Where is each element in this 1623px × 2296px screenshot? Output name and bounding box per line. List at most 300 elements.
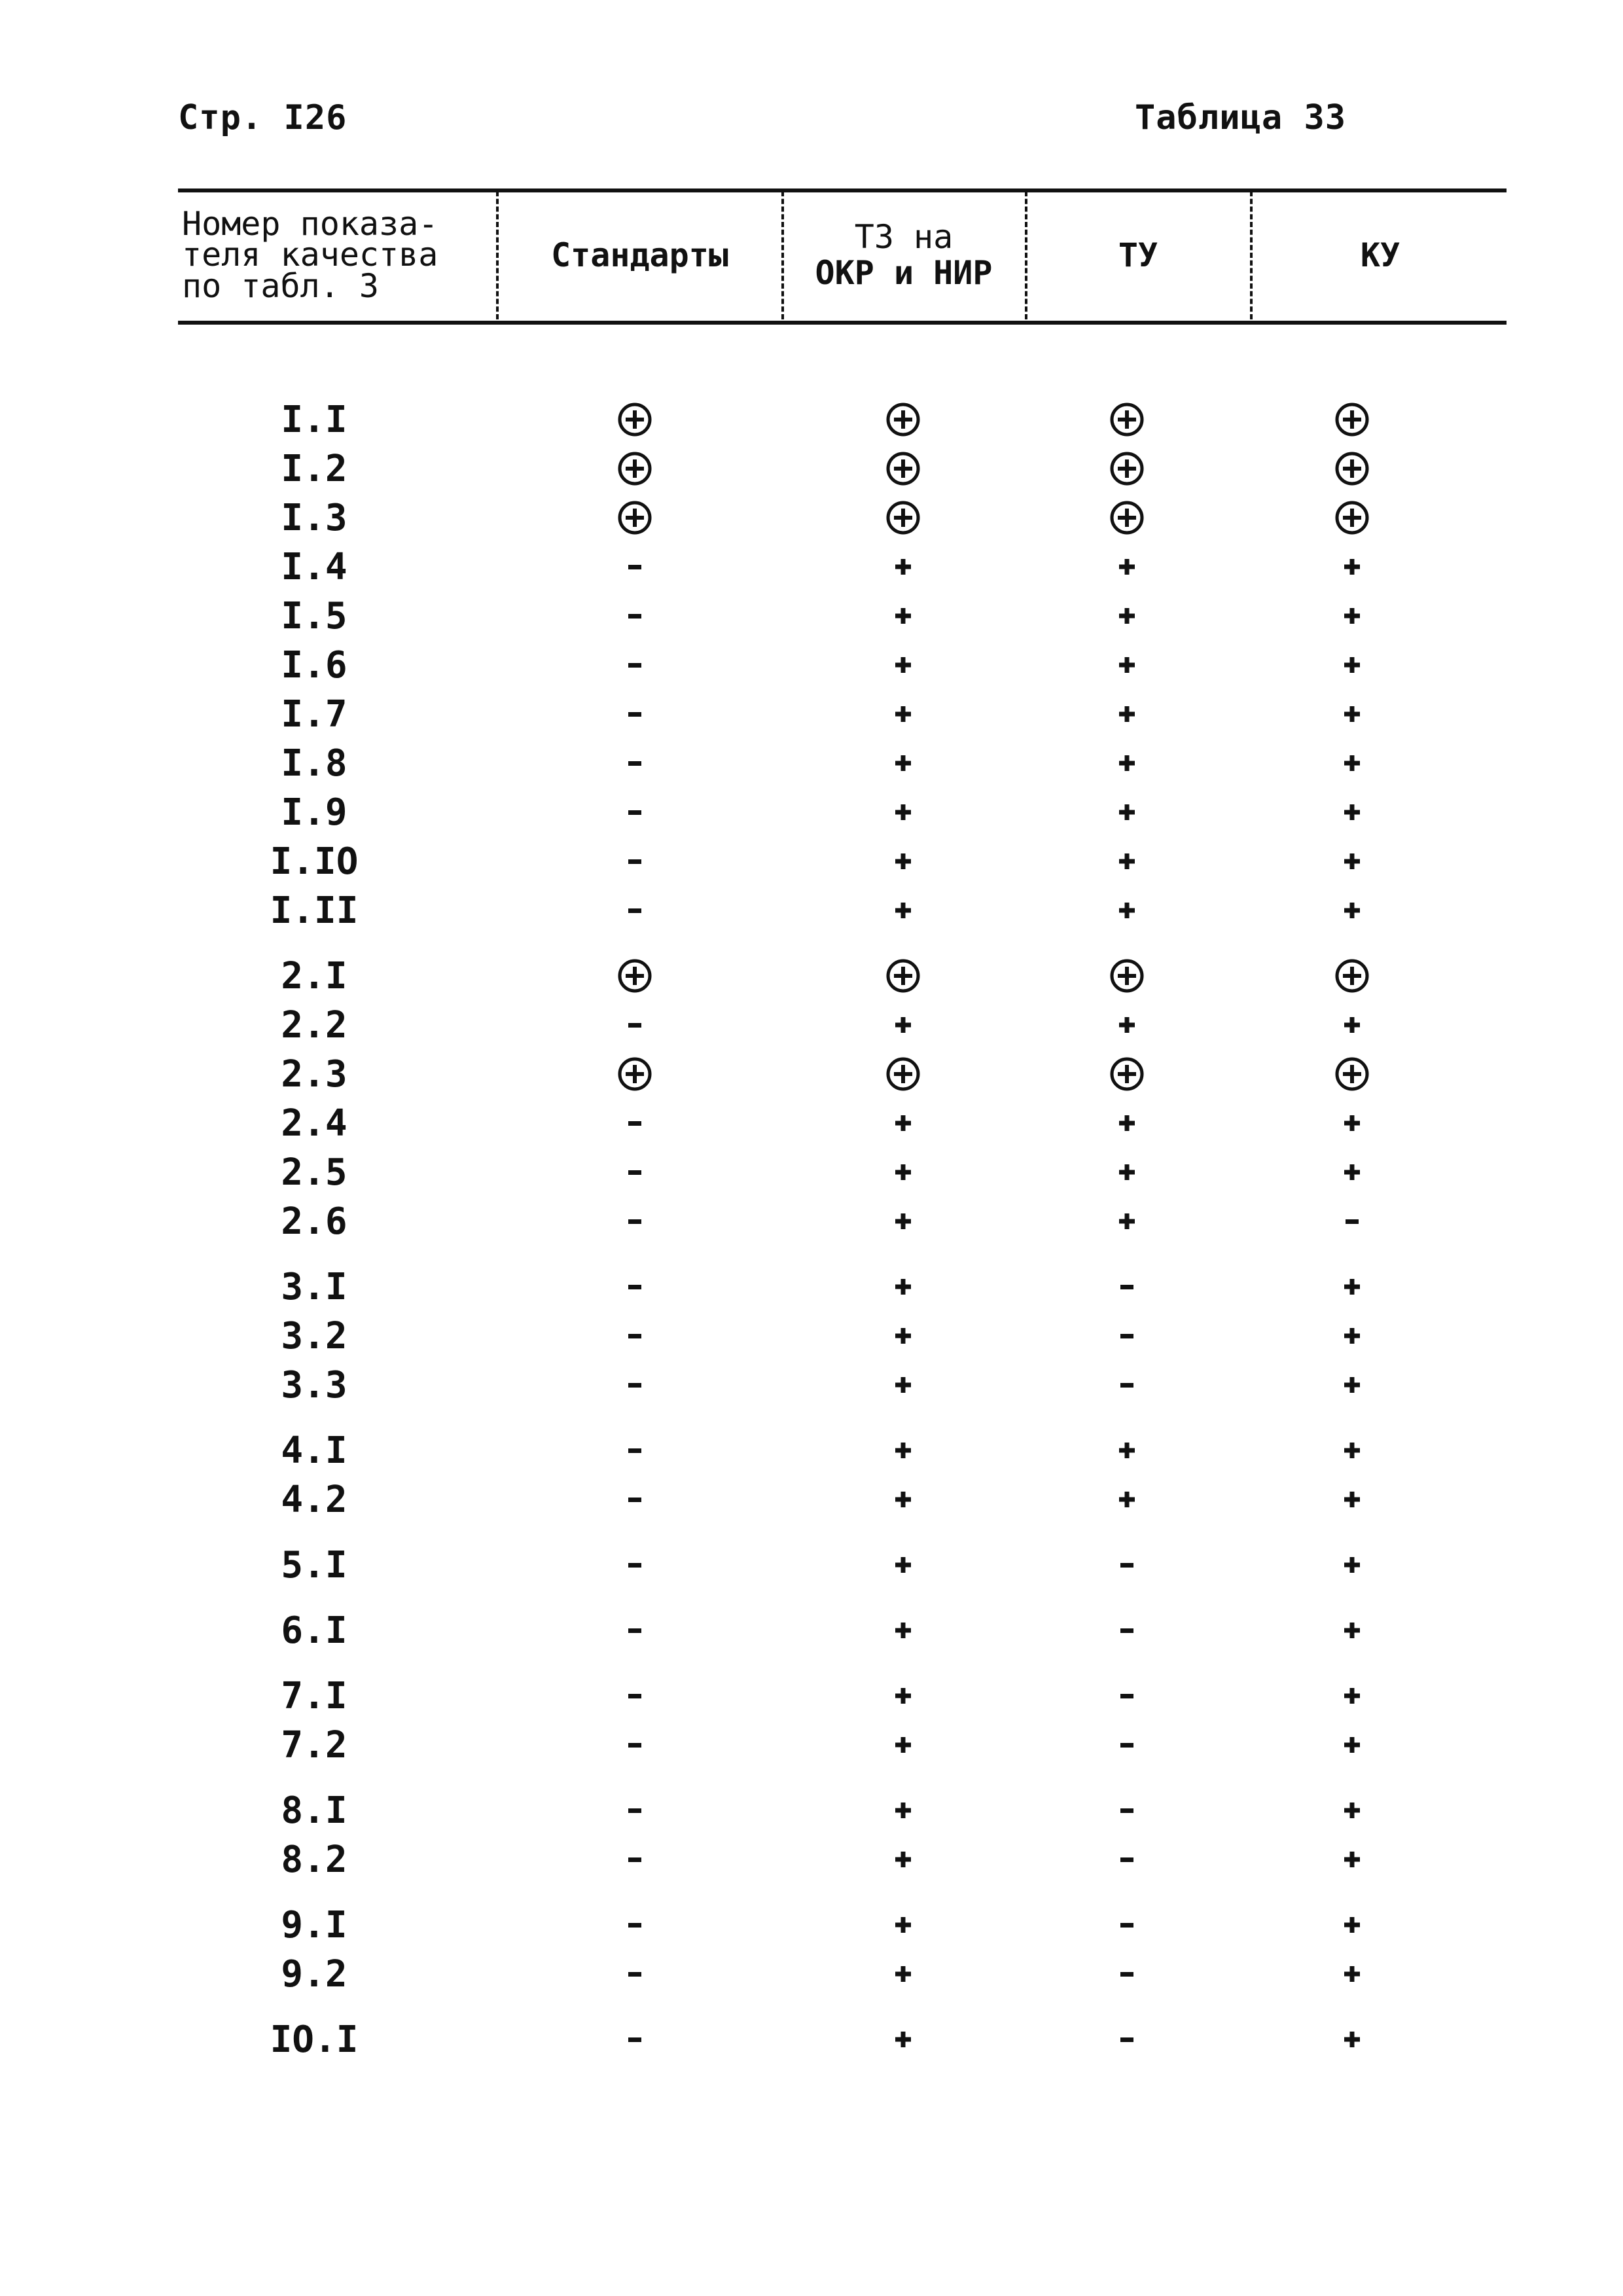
row-indicator-number: 3.I — [281, 1265, 348, 1308]
cell-tz — [857, 1263, 949, 1311]
cell-tz — [857, 1786, 949, 1835]
plus-icon — [1334, 1727, 1370, 1763]
circled-plus-icon — [1109, 1056, 1145, 1092]
plus-icon — [1109, 1105, 1145, 1141]
table-row — [0, 444, 1623, 493]
cell-tu — [1081, 1786, 1173, 1835]
circled-plus-icon — [885, 499, 921, 536]
cell-tz — [857, 2015, 949, 2064]
plus-icon — [1334, 794, 1370, 831]
cell-standards — [589, 543, 681, 591]
circled-plus-icon — [1109, 499, 1145, 536]
plus-icon — [885, 1432, 921, 1469]
cell-ku — [1306, 1148, 1398, 1196]
plus-icon — [1334, 598, 1370, 634]
minus-icon — [616, 647, 653, 683]
plus-icon — [1109, 794, 1145, 831]
plus-icon — [885, 1318, 921, 1354]
cell-tu — [1081, 592, 1173, 640]
cell-ku — [1306, 1361, 1398, 1409]
cell-ku — [1306, 1835, 1398, 1884]
cell-tu — [1081, 1361, 1173, 1409]
cell-standards — [589, 395, 681, 444]
row-indicator-number: 8.I — [281, 1789, 348, 1832]
cell-tu — [1081, 1001, 1173, 1049]
minus-icon — [616, 1677, 653, 1714]
plus-icon — [885, 1007, 921, 1043]
cell-tz — [857, 444, 949, 493]
cell-tz — [857, 739, 949, 787]
cell-tz — [857, 1361, 949, 1409]
cell-standards — [589, 1426, 681, 1475]
plus-icon — [1109, 892, 1145, 929]
cell-tz — [857, 1426, 949, 1475]
minus-icon — [616, 1841, 653, 1878]
cell-ku — [1306, 1901, 1398, 1949]
plus-icon — [1334, 2021, 1370, 2058]
cell-tz — [857, 1835, 949, 1884]
minus-icon — [616, 794, 653, 831]
minus-icon — [1109, 1612, 1145, 1649]
plus-icon — [885, 1907, 921, 1943]
cell-ku — [1306, 1050, 1398, 1098]
row-indicator-number: 9.2 — [281, 1952, 348, 1996]
cell-tu — [1081, 837, 1173, 886]
cell-tz — [857, 690, 949, 738]
plus-icon — [1109, 1432, 1145, 1469]
cell-ku — [1306, 690, 1398, 738]
cell-tu — [1081, 543, 1173, 591]
table-row — [0, 1263, 1623, 1311]
plus-icon — [885, 1154, 921, 1191]
minus-icon — [616, 2021, 653, 2058]
plus-icon — [1334, 745, 1370, 781]
minus-icon — [616, 1481, 653, 1518]
minus-icon — [1109, 1268, 1145, 1305]
column-header-indicator-number-text: Номер показа- теля качества по табл. 3 — [182, 204, 438, 305]
cell-tu — [1081, 952, 1173, 1000]
plus-icon — [1109, 1154, 1145, 1191]
cell-ku — [1306, 1475, 1398, 1524]
cell-standards — [589, 1361, 681, 1409]
plus-icon — [1334, 1007, 1370, 1043]
table-row — [0, 1721, 1623, 1769]
cell-ku — [1306, 1786, 1398, 1835]
cell-tu — [1081, 1426, 1173, 1475]
cell-ku — [1306, 886, 1398, 935]
plus-icon — [1109, 1007, 1145, 1043]
cell-standards — [589, 886, 681, 935]
table-row — [0, 1606, 1623, 1655]
table-row — [0, 788, 1623, 836]
minus-icon — [616, 548, 653, 585]
cell-ku — [1306, 2015, 1398, 2064]
row-indicator-number: 2.6 — [281, 1200, 348, 1243]
minus-icon — [616, 1907, 653, 1943]
plus-icon — [1334, 647, 1370, 683]
row-indicator-number: 5.I — [281, 1543, 348, 1587]
cell-standards — [589, 1901, 681, 1949]
row-indicator-number: I.4 — [281, 545, 348, 588]
cell-tz — [857, 1148, 949, 1196]
circled-plus-icon — [616, 401, 653, 438]
minus-icon — [616, 1956, 653, 1992]
table-row — [0, 641, 1623, 689]
plus-icon — [885, 598, 921, 634]
row-indicator-number: I.6 — [281, 643, 348, 687]
minus-icon — [616, 1154, 653, 1191]
cell-standards — [589, 952, 681, 1000]
plus-icon — [885, 1268, 921, 1305]
cell-standards — [589, 739, 681, 787]
plus-icon — [1334, 1907, 1370, 1943]
minus-icon — [616, 745, 653, 781]
plus-icon — [885, 1792, 921, 1829]
table-title: Таблица 33 — [1135, 98, 1347, 137]
plus-icon — [1109, 696, 1145, 732]
cell-tu — [1081, 690, 1173, 738]
minus-icon — [616, 1432, 653, 1469]
plus-icon — [1334, 1367, 1370, 1403]
minus-icon — [1109, 2021, 1145, 2058]
cell-tu — [1081, 1197, 1173, 1246]
cell-ku — [1306, 493, 1398, 542]
cell-tz — [857, 641, 949, 689]
cell-ku — [1306, 1426, 1398, 1475]
plus-icon — [1334, 1677, 1370, 1714]
minus-icon — [616, 1203, 653, 1240]
minus-icon — [1109, 1367, 1145, 1403]
cell-standards — [589, 1672, 681, 1720]
cell-ku — [1306, 395, 1398, 444]
row-indicator-number: 9.I — [281, 1903, 348, 1946]
table-row — [0, 1148, 1623, 1196]
cell-standards — [589, 2015, 681, 2064]
plus-icon — [885, 1677, 921, 1714]
plus-icon — [1334, 1481, 1370, 1518]
cell-tz — [857, 1950, 949, 1998]
cell-tu — [1081, 1050, 1173, 1098]
minus-icon — [1109, 1907, 1145, 1943]
row-indicator-number: 2.4 — [281, 1102, 348, 1145]
minus-icon — [616, 1268, 653, 1305]
cell-standards — [589, 641, 681, 689]
minus-icon — [616, 1792, 653, 1829]
minus-icon — [616, 1612, 653, 1649]
cell-tz — [857, 1001, 949, 1049]
circled-plus-icon — [885, 958, 921, 994]
cell-tu — [1081, 2015, 1173, 2064]
plus-icon — [885, 548, 921, 585]
cell-tz — [857, 1901, 949, 1949]
circled-plus-icon — [1109, 401, 1145, 438]
plus-icon — [1334, 1547, 1370, 1583]
cell-ku — [1306, 837, 1398, 886]
row-indicator-number: 3.2 — [281, 1314, 348, 1357]
cell-ku — [1306, 1541, 1398, 1589]
cell-ku — [1306, 641, 1398, 689]
plus-icon — [885, 1547, 921, 1583]
cell-tz — [857, 1099, 949, 1147]
plus-icon — [1334, 1268, 1370, 1305]
table-row — [0, 952, 1623, 1000]
cell-standards — [589, 1835, 681, 1884]
cell-standards — [589, 1263, 681, 1311]
circled-plus-icon — [1109, 958, 1145, 994]
table-row — [0, 1361, 1623, 1409]
cell-tu — [1081, 1606, 1173, 1655]
plus-icon — [1109, 598, 1145, 634]
column-header-standards-text: Стандарты — [551, 236, 728, 274]
table-row — [0, 395, 1623, 444]
row-indicator-number: I.I — [281, 398, 348, 441]
cell-tu — [1081, 1099, 1173, 1147]
table-row — [0, 739, 1623, 787]
cell-tz — [857, 1475, 949, 1524]
table-row — [0, 837, 1623, 886]
cell-standards — [589, 1475, 681, 1524]
cell-ku — [1306, 1606, 1398, 1655]
circled-plus-icon — [885, 1056, 921, 1092]
cell-tu — [1081, 1312, 1173, 1360]
cell-ku — [1306, 1263, 1398, 1311]
table-row — [0, 2015, 1623, 2064]
plus-icon — [1334, 1105, 1370, 1141]
circled-plus-icon — [1334, 1056, 1370, 1092]
circled-plus-icon — [616, 450, 653, 487]
plus-icon — [1334, 1792, 1370, 1829]
minus-icon — [616, 1105, 653, 1141]
cell-tu — [1081, 1541, 1173, 1589]
row-indicator-number: I.8 — [281, 742, 348, 785]
cell-tu — [1081, 739, 1173, 787]
table-row — [0, 1541, 1623, 1589]
cell-ku — [1306, 543, 1398, 591]
table-row — [0, 1950, 1623, 1998]
table-row — [0, 1050, 1623, 1098]
row-indicator-number: 2.2 — [281, 1003, 348, 1047]
plus-icon — [1334, 548, 1370, 585]
row-indicator-number: 7.I — [281, 1674, 348, 1717]
table-row — [0, 1312, 1623, 1360]
minus-icon — [616, 1367, 653, 1403]
cell-tu — [1081, 788, 1173, 836]
table-row — [0, 543, 1623, 591]
cell-tz — [857, 395, 949, 444]
cell-standards — [589, 1721, 681, 1769]
cell-standards — [589, 788, 681, 836]
row-indicator-number: 2.I — [281, 954, 348, 997]
plus-icon — [885, 696, 921, 732]
plus-icon — [1109, 843, 1145, 880]
cell-tu — [1081, 1835, 1173, 1884]
circled-plus-icon — [616, 958, 653, 994]
table-row — [0, 1835, 1623, 1884]
minus-icon — [616, 843, 653, 880]
minus-icon — [1109, 1956, 1145, 1992]
cell-standards — [589, 444, 681, 493]
table-row — [0, 1197, 1623, 1246]
table-row — [0, 1099, 1623, 1147]
cell-tu — [1081, 886, 1173, 935]
cell-tu — [1081, 1672, 1173, 1720]
cell-standards — [589, 1197, 681, 1246]
cell-tz — [857, 493, 949, 542]
table-row — [0, 1901, 1623, 1949]
circled-plus-icon — [885, 450, 921, 487]
cell-tz — [857, 1312, 949, 1360]
table-row — [0, 493, 1623, 542]
cell-tu — [1081, 493, 1173, 542]
minus-icon — [616, 598, 653, 634]
minus-icon — [616, 1727, 653, 1763]
row-indicator-number: 2.3 — [281, 1052, 348, 1096]
cell-standards — [589, 493, 681, 542]
plus-icon — [1334, 843, 1370, 880]
plus-icon — [885, 892, 921, 929]
plus-icon — [885, 745, 921, 781]
plus-icon — [1334, 892, 1370, 929]
circled-plus-icon — [616, 499, 653, 536]
minus-icon — [1109, 1318, 1145, 1354]
table-row — [0, 1475, 1623, 1524]
cell-ku — [1306, 952, 1398, 1000]
row-indicator-number: I.3 — [281, 496, 348, 539]
column-header-tz-line2: ОКР и НИР — [815, 254, 993, 292]
plus-icon — [885, 1956, 921, 1992]
cell-standards — [589, 592, 681, 640]
cell-standards — [589, 1950, 681, 1998]
circled-plus-icon — [1334, 499, 1370, 536]
table-row — [0, 886, 1623, 935]
minus-icon — [1109, 1727, 1145, 1763]
cell-tu — [1081, 1721, 1173, 1769]
cell-ku — [1306, 1099, 1398, 1147]
circled-plus-icon — [1109, 450, 1145, 487]
plus-icon — [1334, 1432, 1370, 1469]
plus-icon — [1334, 1956, 1370, 1992]
cell-ku — [1306, 1672, 1398, 1720]
cell-tz — [857, 952, 949, 1000]
plus-icon — [885, 1612, 921, 1649]
cell-tu — [1081, 1901, 1173, 1949]
column-header-ku-text: КУ — [1360, 236, 1400, 274]
plus-icon — [885, 1367, 921, 1403]
row-indicator-number: 8.2 — [281, 1838, 348, 1881]
plus-icon — [885, 1203, 921, 1240]
cell-ku — [1306, 1950, 1398, 1998]
plus-icon — [885, 1481, 921, 1518]
row-indicator-number: I.7 — [281, 692, 348, 736]
plus-icon — [1109, 548, 1145, 585]
column-header-tu-text: ТУ — [1118, 236, 1158, 274]
cell-tu — [1081, 1950, 1173, 1998]
cell-tu — [1081, 1475, 1173, 1524]
cell-standards — [589, 837, 681, 886]
table-row — [0, 1786, 1623, 1835]
table-row — [0, 592, 1623, 640]
plus-icon — [1334, 696, 1370, 732]
plus-icon — [885, 1727, 921, 1763]
circled-plus-icon — [1334, 401, 1370, 438]
circled-plus-icon — [616, 1056, 653, 1092]
cell-standards — [589, 1606, 681, 1655]
row-indicator-number: 3.3 — [281, 1363, 348, 1407]
cell-tu — [1081, 395, 1173, 444]
column-header-tz-line1: ТЗ на — [854, 218, 954, 256]
cell-tz — [857, 1721, 949, 1769]
cell-tu — [1081, 641, 1173, 689]
cell-standards — [589, 1786, 681, 1835]
cell-standards — [589, 1099, 681, 1147]
cell-tz — [857, 837, 949, 886]
cell-ku — [1306, 788, 1398, 836]
minus-icon — [616, 1318, 653, 1354]
cell-tz — [857, 1606, 949, 1655]
row-indicator-number: I.9 — [281, 791, 348, 834]
cell-tz — [857, 592, 949, 640]
minus-icon — [1109, 1792, 1145, 1829]
row-indicator-number: 4.2 — [281, 1478, 348, 1521]
cell-ku — [1306, 739, 1398, 787]
cell-ku — [1306, 1312, 1398, 1360]
page-number: Стр. I26 — [178, 98, 348, 137]
circled-plus-icon — [1334, 450, 1370, 487]
plus-icon — [1334, 1612, 1370, 1649]
cell-ku — [1306, 444, 1398, 493]
cell-ku — [1306, 1001, 1398, 1049]
plus-icon — [885, 794, 921, 831]
cell-tz — [857, 1541, 949, 1589]
minus-icon — [616, 696, 653, 732]
plus-icon — [1334, 1154, 1370, 1191]
cell-tu — [1081, 1148, 1173, 1196]
table-row — [0, 1672, 1623, 1720]
cell-ku — [1306, 592, 1398, 640]
minus-icon — [616, 892, 653, 929]
plus-icon — [885, 1841, 921, 1878]
cell-tz — [857, 788, 949, 836]
minus-icon — [1334, 1203, 1370, 1240]
cell-standards — [589, 690, 681, 738]
row-indicator-number: I.IO — [270, 840, 359, 883]
table-row — [0, 1001, 1623, 1049]
plus-icon — [885, 843, 921, 880]
cell-tu — [1081, 444, 1173, 493]
cell-ku — [1306, 1721, 1398, 1769]
row-indicator-number: 7.2 — [281, 1723, 348, 1767]
cell-standards — [589, 1148, 681, 1196]
cell-tz — [857, 1197, 949, 1246]
cell-tz — [857, 543, 949, 591]
plus-icon — [885, 2021, 921, 2058]
table-row — [0, 690, 1623, 738]
plus-icon — [885, 647, 921, 683]
cell-standards — [589, 1050, 681, 1098]
cell-tz — [857, 886, 949, 935]
cell-standards — [589, 1312, 681, 1360]
minus-icon — [1109, 1547, 1145, 1583]
minus-icon — [616, 1547, 653, 1583]
plus-icon — [1109, 745, 1145, 781]
cell-tz — [857, 1672, 949, 1720]
plus-icon — [1109, 647, 1145, 683]
plus-icon — [1334, 1841, 1370, 1878]
row-indicator-number: I.2 — [281, 447, 348, 490]
row-indicator-number: 4.I — [281, 1429, 348, 1472]
minus-icon — [1109, 1841, 1145, 1878]
circled-plus-icon — [885, 401, 921, 438]
